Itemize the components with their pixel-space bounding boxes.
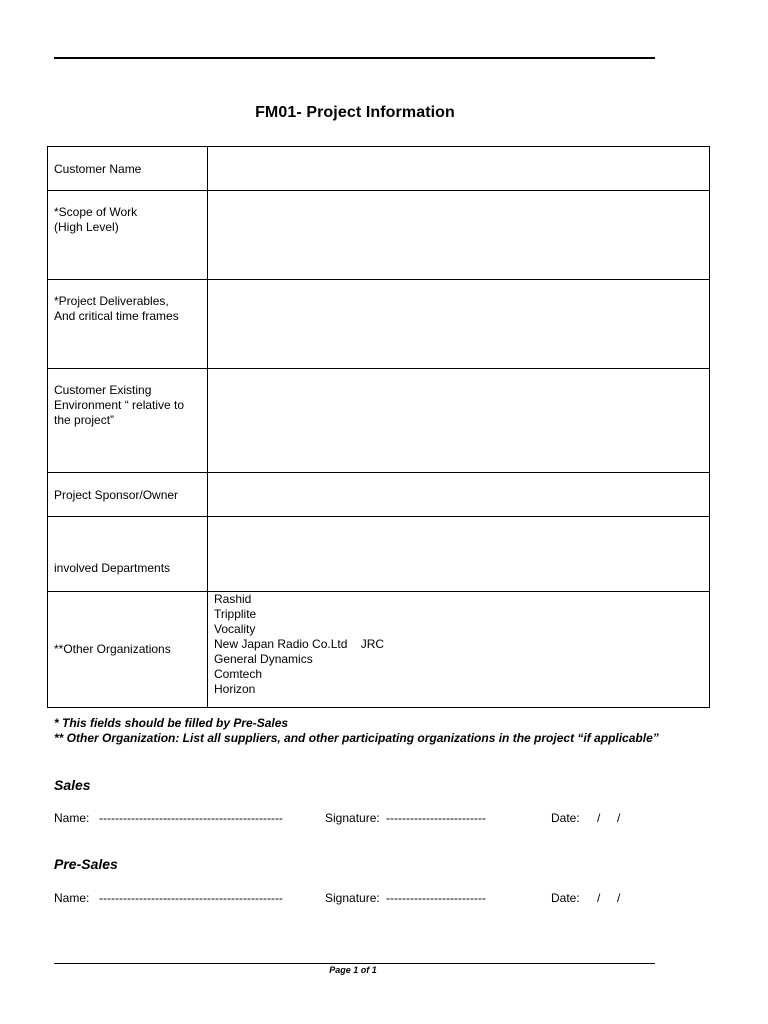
- table-row-other-organizations: [48, 592, 710, 708]
- other-organizations-list: [208, 592, 709, 697]
- list-item: General Dynamics: [214, 652, 313, 666]
- project-deliverables-field[interactable]: [208, 280, 710, 369]
- project-deliverables-label: *Project Deliverables, And critical time frames: [48, 280, 208, 369]
- customer-name-label: Customer Name: [48, 147, 208, 191]
- table-row-project-deliverables: [48, 280, 710, 369]
- pre-sales-signature-field[interactable]: -------------------------: [386, 891, 486, 905]
- list-item: New Japan Radio Co.Ltd JRC: [214, 637, 385, 651]
- project-information-table: [47, 146, 710, 708]
- sales-heading: Sales: [54, 777, 91, 793]
- list-item: Vocality: [214, 622, 256, 636]
- list-item: Horizon: [214, 682, 256, 696]
- sales-signature-field[interactable]: -------------------------: [386, 811, 486, 825]
- scope-of-work-label: *Scope of Work (High Level): [48, 191, 208, 280]
- sales-date-label: Date:: [551, 811, 580, 825]
- table-row-project-sponsor: [48, 473, 710, 517]
- other-organization-note: ** Other Organization: List all suppliers, and other participating organizations in the project “if applicable”: [54, 731, 659, 745]
- sales-name-label: Name:: [54, 811, 90, 825]
- other-organizations-label: **Other Organizations: [48, 592, 208, 708]
- page-number: Page 1 of 1: [329, 965, 377, 975]
- sales-signature-label: Signature:: [325, 811, 380, 825]
- pre-sales-date-field[interactable]: / /: [597, 891, 621, 905]
- list-item: Comtech: [214, 667, 263, 681]
- project-sponsor-label: Project Sponsor/Owner: [48, 473, 208, 517]
- table-row-existing-environment: [48, 369, 710, 473]
- footer-rule: [54, 963, 655, 964]
- other-organizations-field[interactable]: [208, 592, 710, 708]
- pre-sales-heading: Pre-Sales: [54, 856, 118, 872]
- header-rule: [54, 57, 655, 59]
- project-sponsor-field[interactable]: [208, 473, 710, 517]
- pre-sales-signature-row: [0, 891, 768, 907]
- pre-sales-note: * This fields should be filled by Pre-Sales: [54, 716, 289, 730]
- existing-environment-label: Customer Existing Environment “ relative to the project”: [48, 369, 208, 473]
- pre-sales-signature-label: Signature:: [325, 891, 380, 905]
- customer-name-field[interactable]: [208, 147, 710, 191]
- involved-departments-label: involved Departments: [48, 517, 208, 592]
- pre-sales-name-field[interactable]: ----------------------------------------------: [99, 891, 283, 905]
- pre-sales-date-label: Date:: [551, 891, 580, 905]
- document-title: FM01- Project Information: [255, 104, 455, 121]
- sales-name-field[interactable]: ----------------------------------------------: [99, 811, 283, 825]
- sales-date-field[interactable]: / /: [597, 811, 621, 825]
- scope-of-work-field[interactable]: [208, 191, 710, 280]
- existing-environment-field[interactable]: [208, 369, 710, 473]
- involved-departments-field[interactable]: [208, 517, 710, 592]
- table-row-involved-departments: [48, 517, 710, 592]
- list-item: Tripplite: [214, 607, 257, 621]
- sales-signature-row: [0, 811, 768, 827]
- pre-sales-name-label: Name:: [54, 891, 90, 905]
- table-row-scope-of-work: [48, 191, 710, 280]
- list-item: Rashid: [214, 592, 252, 606]
- table-row-customer-name: [48, 147, 710, 191]
